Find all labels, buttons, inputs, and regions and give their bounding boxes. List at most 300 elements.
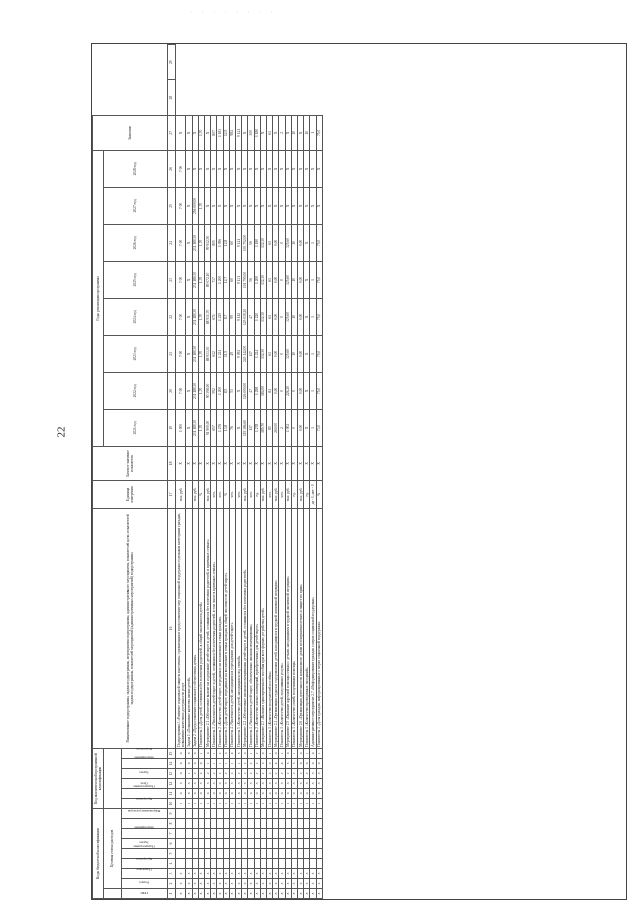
year-value-cell: 10 bbox=[291, 261, 297, 298]
year-value-cell: 1,70 bbox=[198, 187, 204, 224]
base-value-cell: Х bbox=[279, 446, 285, 480]
item-name-cell: Показатель 1 «Доля детей, оставшихся без попечения родителей, в общей численности детей» bbox=[198, 508, 204, 748]
year-value-cell: 53 bbox=[229, 372, 235, 409]
budget-code-cell: 3 bbox=[291, 869, 297, 879]
page-number: 22 bbox=[55, 426, 68, 438]
base-value-cell: Х bbox=[211, 446, 217, 480]
budget-code-cell: 3 bbox=[254, 879, 260, 889]
unit-cell: тыс. руб. bbox=[273, 480, 279, 508]
program-code-cell: 1 bbox=[217, 798, 223, 808]
name-column-header: Наименование подпрограммы, задачи подпрограммы, мероприятия подпрограммы, административного мероприятия, показателей цели, показателей задачи подпрограммы, показателей мероприятий (административных мероприятий) подпрограммы bbox=[93, 508, 168, 748]
column-number: 5 bbox=[168, 849, 176, 859]
program-code-cell: 3 bbox=[192, 778, 198, 788]
program-code-cell: 2 bbox=[217, 768, 223, 778]
budget-code-cell: 8 bbox=[267, 889, 273, 899]
year-value-cell: Х bbox=[248, 150, 254, 187]
program-code-cell: 1 bbox=[236, 758, 242, 768]
unit-cell: чел. bbox=[236, 480, 242, 508]
program-code-cell: 3 bbox=[248, 778, 254, 788]
column-number: 19 bbox=[168, 409, 176, 446]
item-name-cell: Показатель 1 «Количество получателей пособия» bbox=[267, 508, 273, 748]
program-code-cell: 3 bbox=[310, 768, 316, 778]
year-value-cell: 56 bbox=[248, 261, 254, 298]
year-value-cell: 1,70 bbox=[198, 372, 204, 409]
year-value-cell: 84 bbox=[267, 372, 273, 409]
unit-cell: тыс. руб. bbox=[260, 480, 266, 508]
item-name-cell: Показатель 1 «Численность детей-сирот и детей, оставшихся без попечения родителей, в том числе в приемных семьях» bbox=[211, 508, 217, 748]
year-value-cell: 226,20 bbox=[285, 372, 291, 409]
table-rotation-frame bbox=[92, 44, 626, 899]
budget-code-cell: 8 bbox=[248, 889, 254, 899]
year-value-cell: 0,00 bbox=[298, 224, 304, 261]
year-value-cell: 89 072,10 bbox=[205, 261, 211, 298]
program-code-cell: 0 bbox=[291, 788, 297, 798]
program-code-cell: 0 bbox=[176, 768, 186, 778]
program-code-cell: 5 bbox=[236, 748, 242, 758]
program-codes-sub bbox=[104, 748, 122, 808]
program-code-cell: 0 bbox=[229, 788, 235, 798]
final-value-cell: 1,70 bbox=[198, 115, 204, 150]
item-name-cell: Мероприятие 2.4 «Организация отдыха и оздоровления детей, находящихся в трудной жизненной ситуации» bbox=[273, 508, 279, 748]
program-code-cell: 2 bbox=[229, 768, 235, 778]
year-value-cell: 184,00 bbox=[260, 372, 266, 409]
final-value-cell: 984 bbox=[229, 115, 235, 150]
program-code-cell: 3 bbox=[273, 778, 279, 788]
program-code-cell: 3 bbox=[217, 778, 223, 788]
year-value-cell: 245 142,00 bbox=[242, 335, 248, 372]
rotated-table-sheet bbox=[91, 43, 627, 900]
budget-code-cell: 3 bbox=[267, 879, 273, 889]
budget-code-cell: 8 bbox=[273, 889, 279, 899]
budget-code-cell: 3 bbox=[273, 869, 279, 879]
target-article-header: Целевая статья расходов bbox=[104, 808, 122, 888]
year-value-cell: 75,0 bbox=[316, 224, 322, 261]
year-value-cell: Х bbox=[304, 187, 310, 224]
year-value-cell: 103 752,00 bbox=[242, 224, 248, 261]
budget-code-cell: 3 bbox=[267, 869, 273, 879]
final-value-cell: 1 183 bbox=[217, 115, 223, 150]
program-code-cell: 1 bbox=[304, 798, 310, 808]
program-code-cell: 0 bbox=[223, 788, 229, 798]
year-value-cell: 612 bbox=[211, 335, 217, 372]
year-value-cell: 0 bbox=[279, 298, 285, 335]
year-value-cell: 1 180 bbox=[254, 224, 260, 261]
budget-code-cell: 3 bbox=[248, 869, 254, 879]
table-body bbox=[176, 45, 323, 899]
year-header-2023: 2023 год bbox=[104, 335, 168, 372]
program-code-cell: 0 bbox=[242, 788, 248, 798]
unit-column-header: Единица измерения bbox=[93, 480, 168, 508]
year-value-cell: 7 00 bbox=[176, 298, 186, 335]
program-code-cell: 4 bbox=[279, 758, 285, 768]
program-code-cell: 3 bbox=[229, 778, 235, 788]
budget-code-cell: 8 bbox=[316, 889, 322, 899]
year-value-cell: 60 bbox=[229, 261, 235, 298]
program-code-cell: 0 bbox=[242, 748, 248, 758]
program-code-cell: 3 bbox=[186, 778, 192, 788]
program-code-cell: 0 bbox=[186, 758, 192, 768]
budget-code-cell: 3 bbox=[217, 869, 223, 879]
program-code-cell: 0 bbox=[192, 748, 198, 758]
year-value-cell: 10 bbox=[291, 298, 297, 335]
base-value-cell: Х bbox=[248, 446, 254, 480]
budget-code-cell: 3 bbox=[285, 869, 291, 879]
year-value-cell: Х bbox=[217, 187, 223, 224]
program-code-cell: 1 bbox=[279, 798, 285, 808]
year-value-cell: 61 bbox=[267, 261, 273, 298]
budget-code-cell: 8 bbox=[254, 889, 260, 899]
year-value-cell: 657 bbox=[211, 409, 217, 446]
final-value-cell: Х bbox=[186, 115, 192, 150]
budget-code-cell: 3 bbox=[192, 869, 198, 879]
program-code-cell: 1 bbox=[316, 798, 322, 808]
unit-cell: % bbox=[223, 480, 229, 508]
year-value-cell: 1 200 bbox=[217, 261, 223, 298]
program-code-cell: 2 bbox=[211, 768, 217, 778]
program-code-cell: 2 bbox=[279, 768, 285, 778]
final-value-cell: 2 bbox=[279, 115, 285, 150]
budget-code-cell bbox=[176, 859, 186, 869]
prog-col-header: Программа bbox=[122, 798, 168, 808]
budget-code-cell: 3 bbox=[279, 879, 285, 889]
year-value-cell: 7 00 bbox=[176, 372, 186, 409]
budget-code-cell: 3 bbox=[291, 879, 297, 889]
year-value-cell: 56 bbox=[248, 224, 254, 261]
column-number: 22 bbox=[168, 298, 176, 335]
column-number: 14 bbox=[168, 758, 176, 768]
year-value-cell: 1 bbox=[310, 261, 316, 298]
base-value-cell: Х bbox=[192, 446, 198, 480]
year-value-cell: Х bbox=[291, 187, 297, 224]
year-value-cell: 2 bbox=[279, 409, 285, 446]
budget-code-cell: 8 bbox=[298, 889, 304, 899]
table-row bbox=[176, 45, 186, 899]
final-value-cell: Х bbox=[205, 115, 211, 150]
base-value-cell: Х bbox=[186, 446, 192, 480]
grbs-header bbox=[104, 889, 122, 899]
code-col-header: Подпрограмма bbox=[122, 849, 168, 859]
budget-code-cell: 3 bbox=[229, 879, 235, 889]
year-value-cell: 88 931,70 bbox=[205, 298, 211, 335]
year-value-cell: Х bbox=[316, 187, 322, 224]
prog-col-header: Задача bbox=[122, 768, 168, 778]
year-value-cell: 61 bbox=[267, 224, 273, 261]
year-value-cell: 75,0 bbox=[316, 261, 322, 298]
year-value-cell: 61 bbox=[267, 298, 273, 335]
unit-cell: % bbox=[198, 480, 204, 508]
year-value-cell: 132,30 bbox=[260, 224, 266, 261]
year-value-cell: 231 180,30 bbox=[192, 372, 198, 409]
program-code-cell: 2 bbox=[273, 768, 279, 778]
year-value-cell: 1 224 bbox=[254, 335, 260, 372]
base-value-cell: Х bbox=[254, 446, 260, 480]
year-value-cell: Х bbox=[242, 187, 248, 224]
budget-code-cell: 3 bbox=[217, 879, 223, 889]
year-value-cell: Х bbox=[186, 261, 192, 298]
unit-cell: чел. bbox=[248, 480, 254, 508]
year-value-cell: 1 224 bbox=[217, 335, 223, 372]
program-code-cell: 2 bbox=[248, 768, 254, 778]
item-name-cell: Показатель 4 «Численность детей, находящихся в учреждениях для детей-сирот» bbox=[229, 508, 235, 748]
year-value-cell: 47 bbox=[248, 372, 254, 409]
budget-code-cell bbox=[316, 808, 322, 818]
program-code-cell: 3 bbox=[223, 748, 229, 758]
budget-code-cell: 8 bbox=[310, 889, 316, 899]
year-value-cell: Х bbox=[260, 150, 266, 187]
unit-cell: тыс. руб. bbox=[285, 480, 291, 508]
column-number: 23 bbox=[168, 261, 176, 298]
year-value-cell: 13,8 bbox=[223, 409, 229, 446]
year-value-cell: 0,00 bbox=[298, 335, 304, 372]
base-value-cell: Х bbox=[298, 446, 304, 480]
program-code-cell: 3 bbox=[260, 758, 266, 768]
year-value-cell: 9 092 bbox=[236, 335, 242, 372]
program-code-cell: 0 bbox=[205, 788, 211, 798]
year-value-cell: Х bbox=[236, 150, 242, 187]
year-value-cell: 90 398,00 bbox=[205, 372, 211, 409]
program-code-cell: 2 bbox=[260, 768, 266, 778]
column-number: 26 bbox=[168, 150, 176, 187]
base-value-cell: Х bbox=[304, 446, 310, 480]
year-value-cell: Х bbox=[223, 187, 229, 224]
base-value-cell: Х bbox=[267, 446, 273, 480]
code-col-header: Направление расходов bbox=[122, 819, 168, 829]
year-value-cell: Х bbox=[229, 150, 235, 187]
program-code-cell: 2 bbox=[285, 768, 291, 778]
program-code-cell: 1 bbox=[248, 748, 254, 758]
base-column-header: Базовое значение показателя bbox=[93, 446, 168, 480]
program-code-cell: 3 bbox=[279, 778, 285, 788]
program-code-cell: 3 bbox=[267, 758, 273, 768]
budget-code-cell: 3 bbox=[298, 869, 304, 879]
program-code-cell: 1 bbox=[242, 798, 248, 808]
program-code-cell: 1 bbox=[260, 798, 266, 808]
base-value-cell: Х bbox=[236, 446, 242, 480]
base-value-cell: Х bbox=[310, 446, 316, 480]
budget-code-cell: 3 bbox=[285, 879, 291, 889]
year-value-cell: 1 278 bbox=[254, 409, 260, 446]
program-code-cell: 1 bbox=[176, 798, 186, 808]
code-col-header: Раздел bbox=[122, 879, 168, 889]
year-value-cell: 0,00 bbox=[298, 261, 304, 298]
program-code-cell: 3 bbox=[298, 778, 304, 788]
unit-cell: чел. bbox=[267, 480, 273, 508]
year-value-cell: 1 bbox=[310, 409, 316, 446]
program-code-cell: 1 bbox=[310, 798, 316, 808]
program-code-cell: 2 bbox=[242, 768, 248, 778]
year-value-cell: 0,00 bbox=[273, 224, 279, 261]
budget-code-cell: 8 bbox=[285, 889, 291, 899]
program-code-cell: 1 bbox=[267, 748, 273, 758]
year-value-cell: Х bbox=[186, 372, 192, 409]
budget-code-cell: 3 bbox=[254, 869, 260, 879]
column-number-row bbox=[168, 45, 176, 899]
year-value-cell: Х bbox=[186, 224, 192, 261]
year-value-cell: Х bbox=[273, 187, 279, 224]
prog-col-header: Подпрограмма bbox=[122, 788, 168, 798]
column-number: 11 bbox=[168, 788, 176, 798]
program-code-cell: 2 bbox=[304, 768, 310, 778]
unit-cell: да - 1, нет - 0 bbox=[310, 480, 316, 508]
column-number: 10 bbox=[168, 798, 176, 808]
year-header-2024: 2024 год bbox=[104, 298, 168, 335]
program-code-cell: 5 bbox=[291, 758, 297, 768]
year-value-cell: Х bbox=[254, 150, 260, 187]
year-value-cell: Х bbox=[267, 150, 273, 187]
year-value-cell: Х bbox=[285, 187, 291, 224]
budget-code-cell: 3 bbox=[205, 879, 211, 889]
year-value-cell: 47 bbox=[248, 298, 254, 335]
program-code-cell: 0 bbox=[260, 748, 266, 758]
year-value-cell: 76 bbox=[229, 409, 235, 446]
program-code-cell: 1 bbox=[279, 748, 285, 758]
budget-code-cell: 3 bbox=[273, 879, 279, 889]
year-value-cell: 1 276 bbox=[217, 409, 223, 446]
year-value-cell: Х bbox=[304, 335, 310, 372]
year-value-cell: 231 180,30 bbox=[192, 335, 198, 372]
item-name-cell: Мероприятие 2.5 «Оказание адресной помощи семьям с детьми, находящимся в трудной жизненной ситуации» bbox=[285, 508, 291, 748]
program-code-cell: 3 bbox=[211, 778, 217, 788]
year-value-cell: 231 180,30 bbox=[192, 224, 198, 261]
budget-code-cell: 3 bbox=[260, 879, 266, 889]
base-value-cell: Х bbox=[217, 446, 223, 480]
program-code-cell: 0 bbox=[176, 748, 186, 758]
unit-cell: тыс. руб. bbox=[176, 480, 186, 508]
budget-code-cell: 3 bbox=[198, 879, 204, 889]
program-code-cell: 0 bbox=[248, 788, 254, 798]
final-value-cell: Х bbox=[242, 115, 248, 150]
year-value-cell: Х bbox=[186, 409, 192, 446]
code-col-header: ГРБС bbox=[122, 889, 168, 899]
year-value-cell: 1 bbox=[310, 335, 316, 372]
program-code-cell: 1 bbox=[223, 798, 229, 808]
years-group-header: Годы реализации программы bbox=[93, 150, 104, 446]
year-value-cell: 0 bbox=[279, 335, 285, 372]
unit-cell: тыс. руб. bbox=[298, 480, 304, 508]
year-value-cell: Х bbox=[304, 150, 310, 187]
item-name-cell: Показатель 5 «Количество детей, находящихся под опекой» bbox=[236, 508, 242, 748]
unit-cell: тыс. руб. bbox=[242, 480, 248, 508]
program-code-cell: 0 bbox=[285, 788, 291, 798]
item-name-cell: Показатель 1 «Численность детей-сирот, обеспеченных жилыми помещениями» bbox=[248, 508, 254, 748]
budget-code-cell: 3 bbox=[229, 869, 235, 879]
program-code-cell: 2 bbox=[205, 768, 211, 778]
year-value-cell: 0 bbox=[279, 224, 285, 261]
base-value-cell: Х bbox=[242, 446, 248, 480]
program-code-cell: 6 bbox=[304, 758, 310, 768]
program-code-cell: 1 bbox=[217, 758, 223, 768]
year-value-cell: 1,70 bbox=[198, 335, 204, 372]
unit-cell: ед. bbox=[304, 480, 310, 508]
final-value-cell: 12,9 bbox=[223, 115, 229, 150]
program-code-cell: 2 bbox=[192, 768, 198, 778]
year-value-cell: Х bbox=[229, 187, 235, 224]
program-code-cell: 2 bbox=[298, 768, 304, 778]
budget-code-cell: 3 bbox=[260, 869, 266, 879]
budget-code-cell bbox=[316, 839, 322, 849]
year-value-cell: 256 000,00 bbox=[192, 187, 198, 224]
prog-col-header: Мероприятие bbox=[122, 758, 168, 768]
year-value-cell: 9 112 bbox=[236, 298, 242, 335]
column-number: 15 bbox=[168, 748, 176, 758]
year-value-cell: 75,0 bbox=[316, 372, 322, 409]
budget-code-cell: 3 bbox=[236, 869, 242, 879]
year-value-cell: 10 bbox=[291, 335, 297, 372]
budget-code-cell: 8 bbox=[291, 889, 297, 899]
program-code-cell: 1 bbox=[192, 798, 198, 808]
program-code-cell: 2 bbox=[254, 748, 260, 758]
year-value-cell: Х bbox=[279, 187, 285, 224]
program-code-cell: 1 bbox=[205, 758, 211, 768]
year-value-cell: Х bbox=[211, 187, 217, 224]
program-code-cell: 1 bbox=[316, 748, 322, 758]
budget-code-cell bbox=[176, 849, 186, 859]
budget-code-cell: 3 bbox=[192, 879, 198, 889]
program-code-cell: 0 bbox=[267, 788, 273, 798]
year-value-cell: Х bbox=[186, 335, 192, 372]
budget-code-cell: 8 bbox=[211, 889, 217, 899]
program-code-cell: 0 bbox=[273, 748, 279, 758]
year-value-cell: 75,0 bbox=[316, 335, 322, 372]
budget-code-cell: 8 bbox=[186, 889, 192, 899]
base-value-cell: Х bbox=[316, 446, 322, 480]
unit-cell: чел. bbox=[211, 480, 217, 508]
final-value-cell: 75,0 bbox=[316, 115, 322, 150]
table-row bbox=[316, 45, 322, 899]
budget-code-cell bbox=[176, 839, 186, 849]
program-code-cell: 1 bbox=[273, 798, 279, 808]
budget-code-cell: 3 bbox=[242, 879, 248, 889]
program-code-cell: 2 bbox=[291, 768, 297, 778]
year-value-cell: 592 bbox=[211, 372, 217, 409]
column-number: 8 bbox=[168, 819, 176, 829]
year-value-cell: Х bbox=[198, 150, 204, 187]
year-value-cell: 9 141 bbox=[236, 224, 242, 261]
budget-code-cell: 3 bbox=[310, 879, 316, 889]
budget-code-cell: 3 bbox=[205, 869, 211, 879]
final-value-cell: Х bbox=[273, 115, 279, 150]
program-code-cell: 4 bbox=[273, 758, 279, 768]
prog-col-header: Показатель bbox=[122, 748, 168, 758]
program-code-cell: 2 bbox=[254, 758, 260, 768]
item-name-cell: Показатель 1 «Количество проведенных заседаний» bbox=[304, 508, 310, 748]
program-code-cell: 1 bbox=[223, 758, 229, 768]
base-value-cell: Х bbox=[260, 446, 266, 480]
item-name-cell: Подпрограмма 3 «Развитие социальной защиты населения»: организация и предоставление мер социальной поддержки отдельным категориям граждан, повышение качества и доступности услуг bbox=[176, 508, 186, 748]
program-code-cell: 0 bbox=[198, 758, 204, 768]
base-value-cell: Х bbox=[229, 446, 235, 480]
year-value-cell: 1 bbox=[310, 224, 316, 261]
unit-cell: тыс. руб. bbox=[192, 480, 198, 508]
year-value-cell: 0,00 bbox=[298, 372, 304, 409]
year-value-cell: Х bbox=[304, 409, 310, 446]
program-code-cell: 1 bbox=[229, 758, 235, 768]
year-value-cell: 132,30 bbox=[260, 298, 266, 335]
program-code-cell: 3 bbox=[316, 778, 322, 788]
program-code-cell: 0 bbox=[236, 788, 242, 798]
program-code-cell: 1 bbox=[285, 798, 291, 808]
budget-code-cell: 3 bbox=[198, 869, 204, 879]
year-value-cell: 85 bbox=[267, 409, 273, 446]
item-name-cell: Показатель 3 «Доля детей-сирот, переданных на воспитание в семьи граждан, в общей численности детей-сирот» bbox=[223, 508, 229, 748]
program-code-cell: 1 bbox=[205, 798, 211, 808]
year-value-cell: 1 225 bbox=[217, 298, 223, 335]
year-header-2021: 2021 год bbox=[104, 409, 168, 446]
unit-cell: % bbox=[316, 480, 322, 508]
year-value-cell: 0,00 bbox=[273, 261, 279, 298]
final-value-cell: 10 bbox=[291, 115, 297, 150]
budget-code-cell: 3 bbox=[223, 869, 229, 879]
